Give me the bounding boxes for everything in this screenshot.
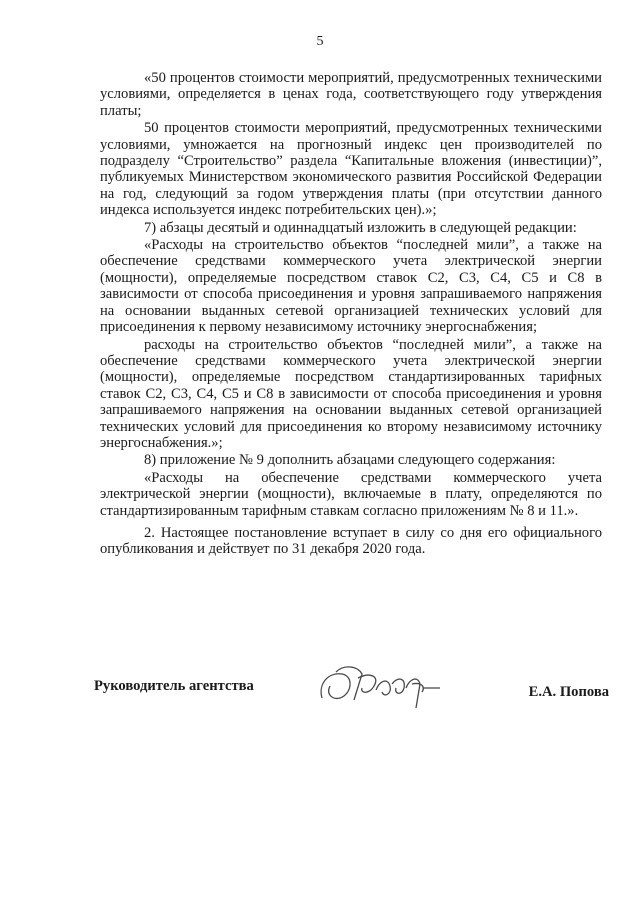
paragraph-8: 2. Настоящее постановление вступает в силу со дня его официального опубликования и действует по 31 декабря 2020 года. <box>100 524 602 558</box>
paragraph-4: «Расходы на строительство объектов “последней мили”, а также на обеспечение средствами коммерческого учета электрической энергии (мощности), определяемые посредством ставок С2, С3, С4, С5 и С8 в зависимости от способа присоединения и уровня запрашиваемого напряжения на основании выданных сетевой организацией технических условий для присоединения к первому независимому источнику энергоснабжения; <box>100 237 602 336</box>
handwritten-signature <box>314 654 444 714</box>
paragraph-5: расходы на строительство объектов “последней мили”, а также на обеспечение средствами коммерческого учета электрической энергии (мощности), определяемые посредством стандартизированных тарифных ставок С2, С3, С4, С5 и С8 в зависимости от способа присоединения и уровня запрашиваемого напряжения на основании выданных сетевой организацией технических условий для присоединения ко второму независимому источнику энергоснабжения.»; <box>100 336 602 451</box>
paragraph-7: «Расходы на обеспечение средствами коммерческого учета электрической энергии (мощности), включаемые в плату, определяются по стандартизированным тарифным ставкам согласно приложениям № 8 и 11.». <box>100 469 602 519</box>
signer-title: Руководитель агентства <box>94 678 254 694</box>
signature-block <box>94 672 609 712</box>
paragraph-3: 7) абзацы десятый и одиннадцатый изложить в следующей редакции: <box>144 219 577 236</box>
paragraph-6: 8) приложение № 9 дополнить абзацами следующего содержания: <box>144 452 556 469</box>
page-number: 5 <box>316 34 324 49</box>
paragraph-2: 50 процентов стоимости мероприятий, предусмотренных техническими условиями, умножается на прогнозный индекс цен производителей по подразделу “Строительство” раздела “Капитальные вложения (инвестиции)”, публикуемых Министерством экономического развития Российской Федерации на год, следующий за годом утверждения платы (при отсутствии данного индекса используется индекс потребительских цен).»; <box>100 120 602 219</box>
signer-name: Е.А. Попова <box>528 684 609 700</box>
document-body <box>100 70 602 559</box>
paragraph-1: «50 процентов стоимости мероприятий, предусмотренных техническими условиями, определяется в ценах года, соответствующего году утверждения платы; <box>100 70 602 119</box>
